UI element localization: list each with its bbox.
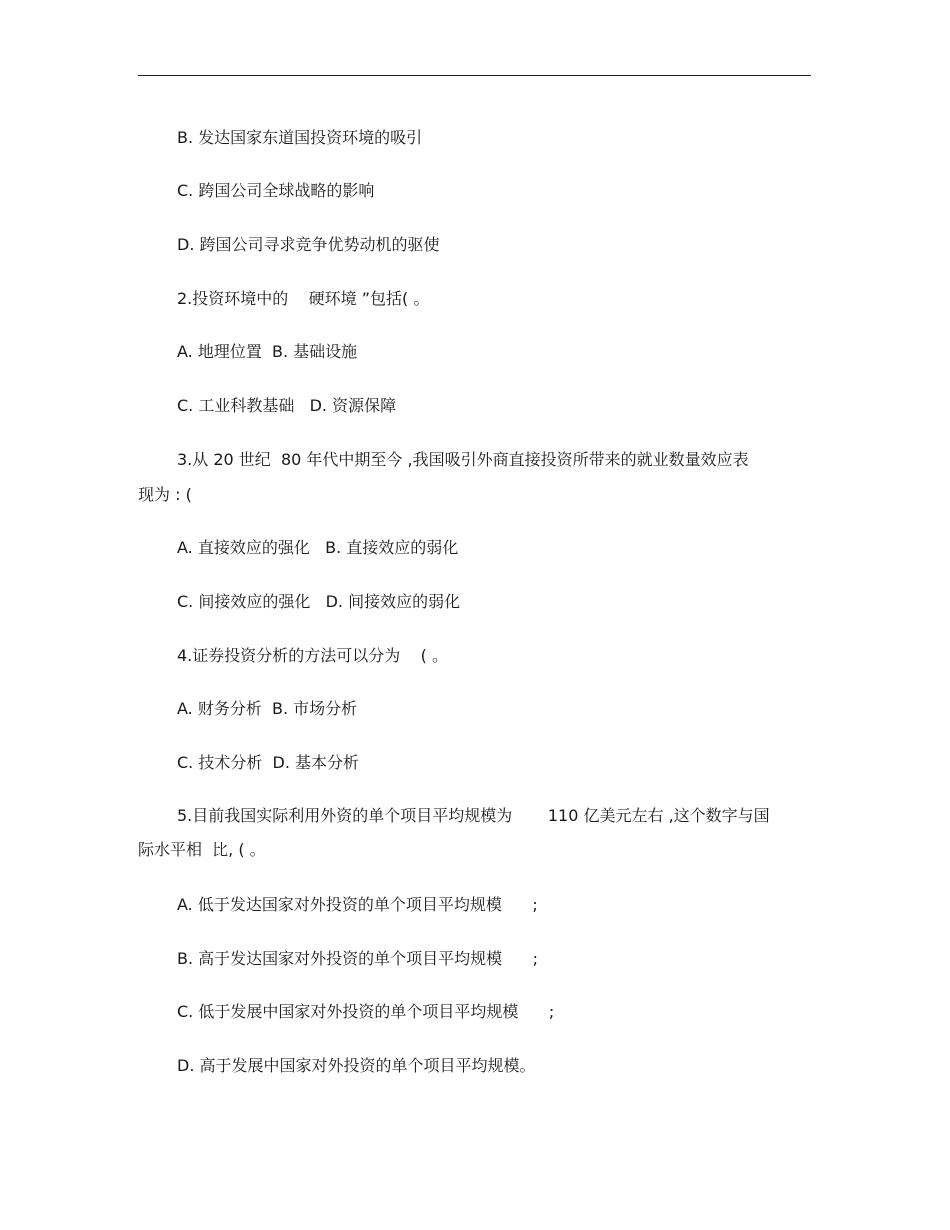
option-b-q1: B. 发达国家东道国投资环境的吸引 bbox=[177, 128, 423, 147]
question-3: 3.从 20 世纪 80 年代中期至今 ,我国吸引外商直接投资所带来的就业数量效应表 bbox=[177, 450, 749, 469]
option-d-q1: D. 跨国公司寻求竞争优势动机的驱使 bbox=[177, 235, 440, 254]
option-d-q5: D. 高于发展中国家对外投资的单个项目平均规模。 bbox=[177, 1056, 536, 1075]
question-3-cont: 现为 : ( bbox=[138, 485, 192, 504]
option-c-q1: C. 跨国公司全球战略的影响 bbox=[177, 181, 375, 200]
header-rule bbox=[138, 75, 811, 76]
question-2: 2.投资环境中的 硬环境 ”包括( 。 bbox=[177, 289, 430, 308]
question-4: 4.证券投资分析的方法可以分为 ( 。 bbox=[177, 646, 448, 665]
options-cd-q3: C. 间接效应的强化 D. 间接效应的弱化 bbox=[177, 592, 461, 611]
options-ab-q4: A. 财务分析 B. 市场分析 bbox=[177, 699, 358, 718]
option-b-q5: B. 高于发达国家对外投资的单个项目平均规模 ; bbox=[177, 949, 539, 968]
options-ab-q3: A. 直接效应的强化 B. 直接效应的弱化 bbox=[177, 538, 459, 557]
option-a-q5: A. 低于发达国家对外投资的单个项目平均规模 ; bbox=[177, 895, 538, 914]
options-ab-q2: A. 地理位置 B. 基础设施 bbox=[177, 342, 358, 361]
option-c-q5: C. 低于发展中国家对外投资的单个项目平均规模 ; bbox=[177, 1002, 555, 1021]
options-cd-q2: C. 工业科教基础 D. 资源保障 bbox=[177, 396, 397, 415]
question-5-cont: 际水平相 比, ( 。 bbox=[138, 840, 266, 859]
options-cd-q4: C. 技术分析 D. 基本分析 bbox=[177, 753, 360, 772]
question-5: 5.目前我国实际利用外资的单个项目平均规模为 110 亿美元左右 ,这个数字与国 bbox=[177, 806, 770, 825]
